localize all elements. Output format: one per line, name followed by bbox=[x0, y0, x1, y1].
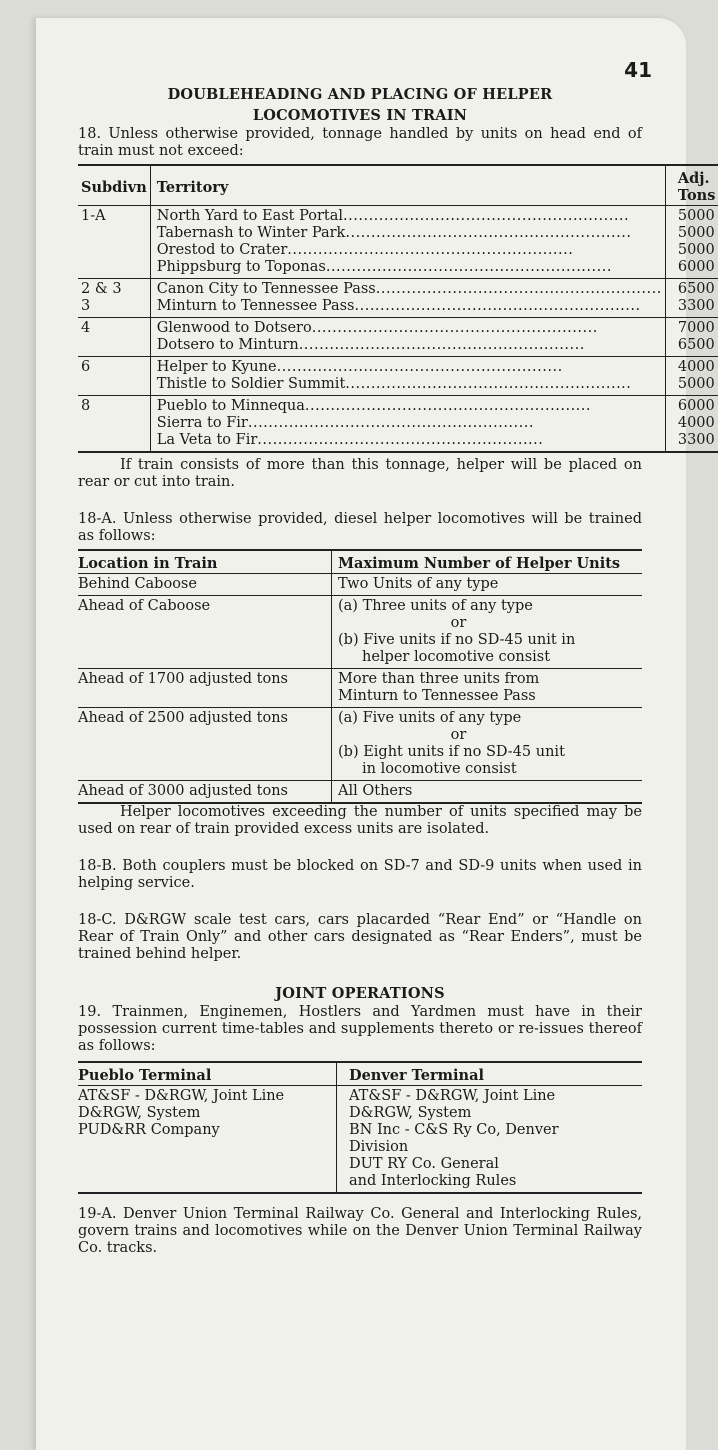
header-pueblo-terminal: Pueblo Terminal bbox=[78, 1062, 337, 1086]
territory-line bbox=[157, 242, 662, 259]
adj-tons-cell bbox=[665, 279, 718, 318]
territory-line bbox=[157, 376, 662, 393]
leader-dots bbox=[326, 259, 612, 275]
option-b-continued: in locomotive consist bbox=[362, 761, 517, 777]
territory-line bbox=[157, 415, 662, 432]
header-adj-tons: Adj. Tons bbox=[665, 165, 718, 206]
subdivn-value: 1-A bbox=[81, 208, 106, 224]
adj-tons-value: 7000 bbox=[677, 320, 715, 336]
territory-name: Glenwood to Dotsero bbox=[156, 320, 312, 336]
header-territory: Territory bbox=[150, 165, 665, 206]
rule-18: 18. Unless otherwise provided, tonnage handled by units on head end of train must not exceed: bbox=[78, 126, 642, 159]
territory-line bbox=[157, 320, 662, 337]
terminal-table bbox=[78, 1061, 642, 1194]
leader-dots bbox=[312, 320, 598, 336]
territory-name: Minturn to Tennessee Pass bbox=[156, 298, 355, 314]
leader-dots bbox=[376, 281, 662, 297]
territory-line bbox=[157, 432, 662, 449]
territory-line bbox=[157, 225, 662, 242]
territory-name: Thistle to Soldier Summit bbox=[156, 376, 346, 392]
list-item: and Interlocking Rules bbox=[349, 1173, 517, 1189]
territory-name: Orestod to Crater bbox=[156, 242, 288, 258]
territory-name: Phippsburg to Toponas bbox=[156, 259, 326, 275]
section-heading-doubleheading bbox=[78, 84, 642, 126]
subdivn-value: 4 bbox=[81, 320, 91, 336]
adj-tons-value: 6000 bbox=[677, 259, 715, 275]
rule-19a: 19-A. Denver Union Terminal Railway Co. General and Interlocking Rules, govern trains and locomotives while on the Denver Union Terminal Railway Co. tracks. bbox=[78, 1206, 642, 1256]
denver-terminal-list bbox=[337, 1086, 643, 1194]
table-row bbox=[78, 357, 718, 396]
location-cell: Ahead of 1700 adjusted tons bbox=[78, 669, 332, 708]
territory-cell bbox=[150, 357, 665, 396]
list-item: AT&SF - D&RGW, Joint Line bbox=[78, 1088, 285, 1104]
option-b: (b) Five units if no SD-45 unit in bbox=[338, 632, 576, 648]
subdivn-value: 6 bbox=[81, 359, 91, 375]
subdivn-cell bbox=[78, 206, 150, 279]
adj-tons-cell bbox=[665, 318, 718, 357]
leader-dots bbox=[355, 298, 641, 314]
table-row bbox=[78, 206, 718, 279]
helper-note: Helper locomotives exceeding the number of units specified may be used on rear of train provided excess units are isolated. bbox=[78, 804, 642, 837]
adj-tons-value: 6500 bbox=[677, 281, 715, 297]
units-line-2: Minturn to Tennessee Pass bbox=[338, 688, 536, 704]
table-row bbox=[78, 596, 642, 669]
tonnage-note: If train consists of more than this tonnage, helper will be placed on rear or cut into train. bbox=[78, 457, 642, 490]
or-connector: or bbox=[450, 727, 467, 743]
adj-tons-cell bbox=[665, 357, 718, 396]
adj-tons-value: 5000 bbox=[677, 376, 715, 392]
page-number: 41 bbox=[624, 58, 652, 82]
subdivn-value: 3 bbox=[81, 298, 91, 314]
adj-tons-value: 5000 bbox=[677, 242, 715, 258]
units-line-1: More than three units from bbox=[338, 671, 540, 687]
territory-line bbox=[157, 281, 662, 298]
list-item: Division bbox=[349, 1139, 409, 1155]
or-connector: or bbox=[450, 615, 467, 631]
header-max-helper-units: Maximum Number of Helper Units bbox=[332, 550, 643, 574]
leader-dots bbox=[248, 415, 534, 431]
territory-name: Dotsero to Minturn bbox=[156, 337, 299, 353]
header-subdivn: Subdivn bbox=[78, 165, 150, 206]
adj-tons-cell bbox=[665, 396, 718, 453]
page-content bbox=[78, 56, 716, 1257]
list-item: DUT RY Co. General bbox=[349, 1156, 499, 1172]
leader-dots bbox=[345, 376, 631, 392]
table-row bbox=[78, 396, 718, 453]
territory-line bbox=[157, 208, 662, 225]
adj-tons-value: 3300 bbox=[677, 432, 715, 448]
rule-18a: 18-A. Unless otherwise provided, diesel helper locomotives will be trained as follows: bbox=[78, 511, 642, 544]
location-cell: Ahead of 3000 adjusted tons bbox=[78, 783, 288, 799]
table-row bbox=[78, 279, 718, 318]
territory-cell bbox=[150, 318, 665, 357]
territory-line bbox=[157, 398, 662, 415]
leader-dots bbox=[343, 208, 629, 224]
leader-dots bbox=[345, 225, 631, 241]
list-item: PUD&RR Company bbox=[78, 1122, 220, 1138]
territory-line bbox=[157, 337, 662, 354]
territory-cell bbox=[150, 396, 665, 453]
option-b-continued: helper locomotive consist bbox=[362, 649, 551, 665]
territory-line bbox=[157, 259, 662, 276]
table-row bbox=[78, 781, 642, 804]
header-location-in-train: Location in Train bbox=[78, 550, 332, 574]
territory-name: Sierra to Fir bbox=[156, 415, 248, 431]
territory-name: Tabernash to Winter Park bbox=[156, 225, 346, 241]
territory-name: Canon City to Tennessee Pass bbox=[156, 281, 376, 297]
units-cell: Two Units of any type bbox=[332, 574, 643, 596]
adj-tons-value: 4000 bbox=[677, 359, 715, 375]
rule-18c: 18-C. D&RGW scale test cars, cars placarded “Rear End” or “Handle on Rear of Train Only” and other cars designated as “Rear Enders”, must be trained behind helper. bbox=[78, 912, 642, 962]
list-item: D&RGW, System bbox=[349, 1105, 472, 1121]
option-a: (a) Three units of any type bbox=[338, 598, 533, 614]
rule-18b: 18-B. Both couplers must be blocked on SD-7 and SD-9 units when used in helping service. bbox=[78, 858, 642, 891]
header-denver-terminal: Denver Terminal bbox=[337, 1062, 643, 1086]
leader-dots bbox=[299, 337, 585, 353]
territory-line bbox=[157, 298, 662, 315]
table-row bbox=[78, 318, 718, 357]
subdivn-value: 2 & 3 bbox=[81, 281, 122, 297]
table-row bbox=[78, 574, 642, 596]
units-cell bbox=[332, 708, 643, 781]
adj-tons-cell bbox=[665, 206, 718, 279]
heading-line-1: DOUBLEHEADING AND PLACING OF HELPER bbox=[167, 86, 553, 103]
subdivn-cell bbox=[78, 396, 150, 453]
units-cell bbox=[332, 596, 643, 669]
leader-dots bbox=[287, 242, 573, 258]
adj-tons-value: 6000 bbox=[677, 398, 715, 414]
option-b: (b) Eight units if no SD-45 unit bbox=[338, 744, 565, 760]
territory-name: Helper to Kyune bbox=[156, 359, 277, 375]
units-cell bbox=[332, 669, 643, 708]
territory-cell bbox=[150, 279, 665, 318]
adj-tons-value: 3300 bbox=[677, 298, 715, 314]
location-cell: Ahead of Caboose bbox=[78, 596, 332, 669]
option-a: (a) Five units of any type bbox=[338, 710, 522, 726]
territory-name: North Yard to East Portal bbox=[156, 208, 344, 224]
adj-tons-value: 4000 bbox=[677, 415, 715, 431]
table-row bbox=[78, 708, 642, 781]
section-heading-joint-operations: JOINT OPERATIONS bbox=[275, 985, 445, 1002]
subdivn-cell bbox=[78, 318, 150, 357]
location-cell: Ahead of 2500 adjusted tons bbox=[78, 708, 332, 781]
heading-line-2: LOCOMOTIVES IN TRAIN bbox=[252, 107, 468, 124]
territory-cell bbox=[150, 206, 665, 279]
pueblo-terminal-list bbox=[78, 1086, 337, 1194]
leader-dots bbox=[305, 398, 591, 414]
leader-dots bbox=[277, 359, 563, 375]
table-row bbox=[78, 669, 642, 708]
location-cell: Behind Caboose bbox=[78, 574, 332, 596]
adj-tons-value: 5000 bbox=[677, 208, 715, 224]
subdivn-cell bbox=[78, 357, 150, 396]
territory-line bbox=[157, 359, 662, 376]
subdivn-cell bbox=[78, 279, 150, 318]
adj-tons-value: 6500 bbox=[677, 337, 715, 353]
list-item: BN Inc - C&S Ry Co, Denver bbox=[349, 1122, 559, 1138]
list-item: AT&SF - D&RGW, Joint Line bbox=[349, 1088, 556, 1104]
adj-tons-value: 5000 bbox=[677, 225, 715, 241]
territory-name: Pueblo to Minnequa bbox=[156, 398, 305, 414]
list-item: D&RGW, System bbox=[78, 1105, 201, 1121]
tonnage-table bbox=[78, 164, 718, 453]
subdivn-value: 8 bbox=[81, 398, 91, 414]
rule-19: 19. Trainmen, Enginemen, Hostlers and Yardmen must have in their possession current time-tables and supplements thereto or re-issues thereof as follows: bbox=[78, 1004, 642, 1054]
helper-units-table bbox=[78, 549, 642, 804]
timetable-page bbox=[36, 18, 716, 1450]
territory-name: La Veta to Fir bbox=[156, 432, 258, 448]
units-cell: All Others bbox=[332, 781, 643, 804]
leader-dots bbox=[257, 432, 543, 448]
